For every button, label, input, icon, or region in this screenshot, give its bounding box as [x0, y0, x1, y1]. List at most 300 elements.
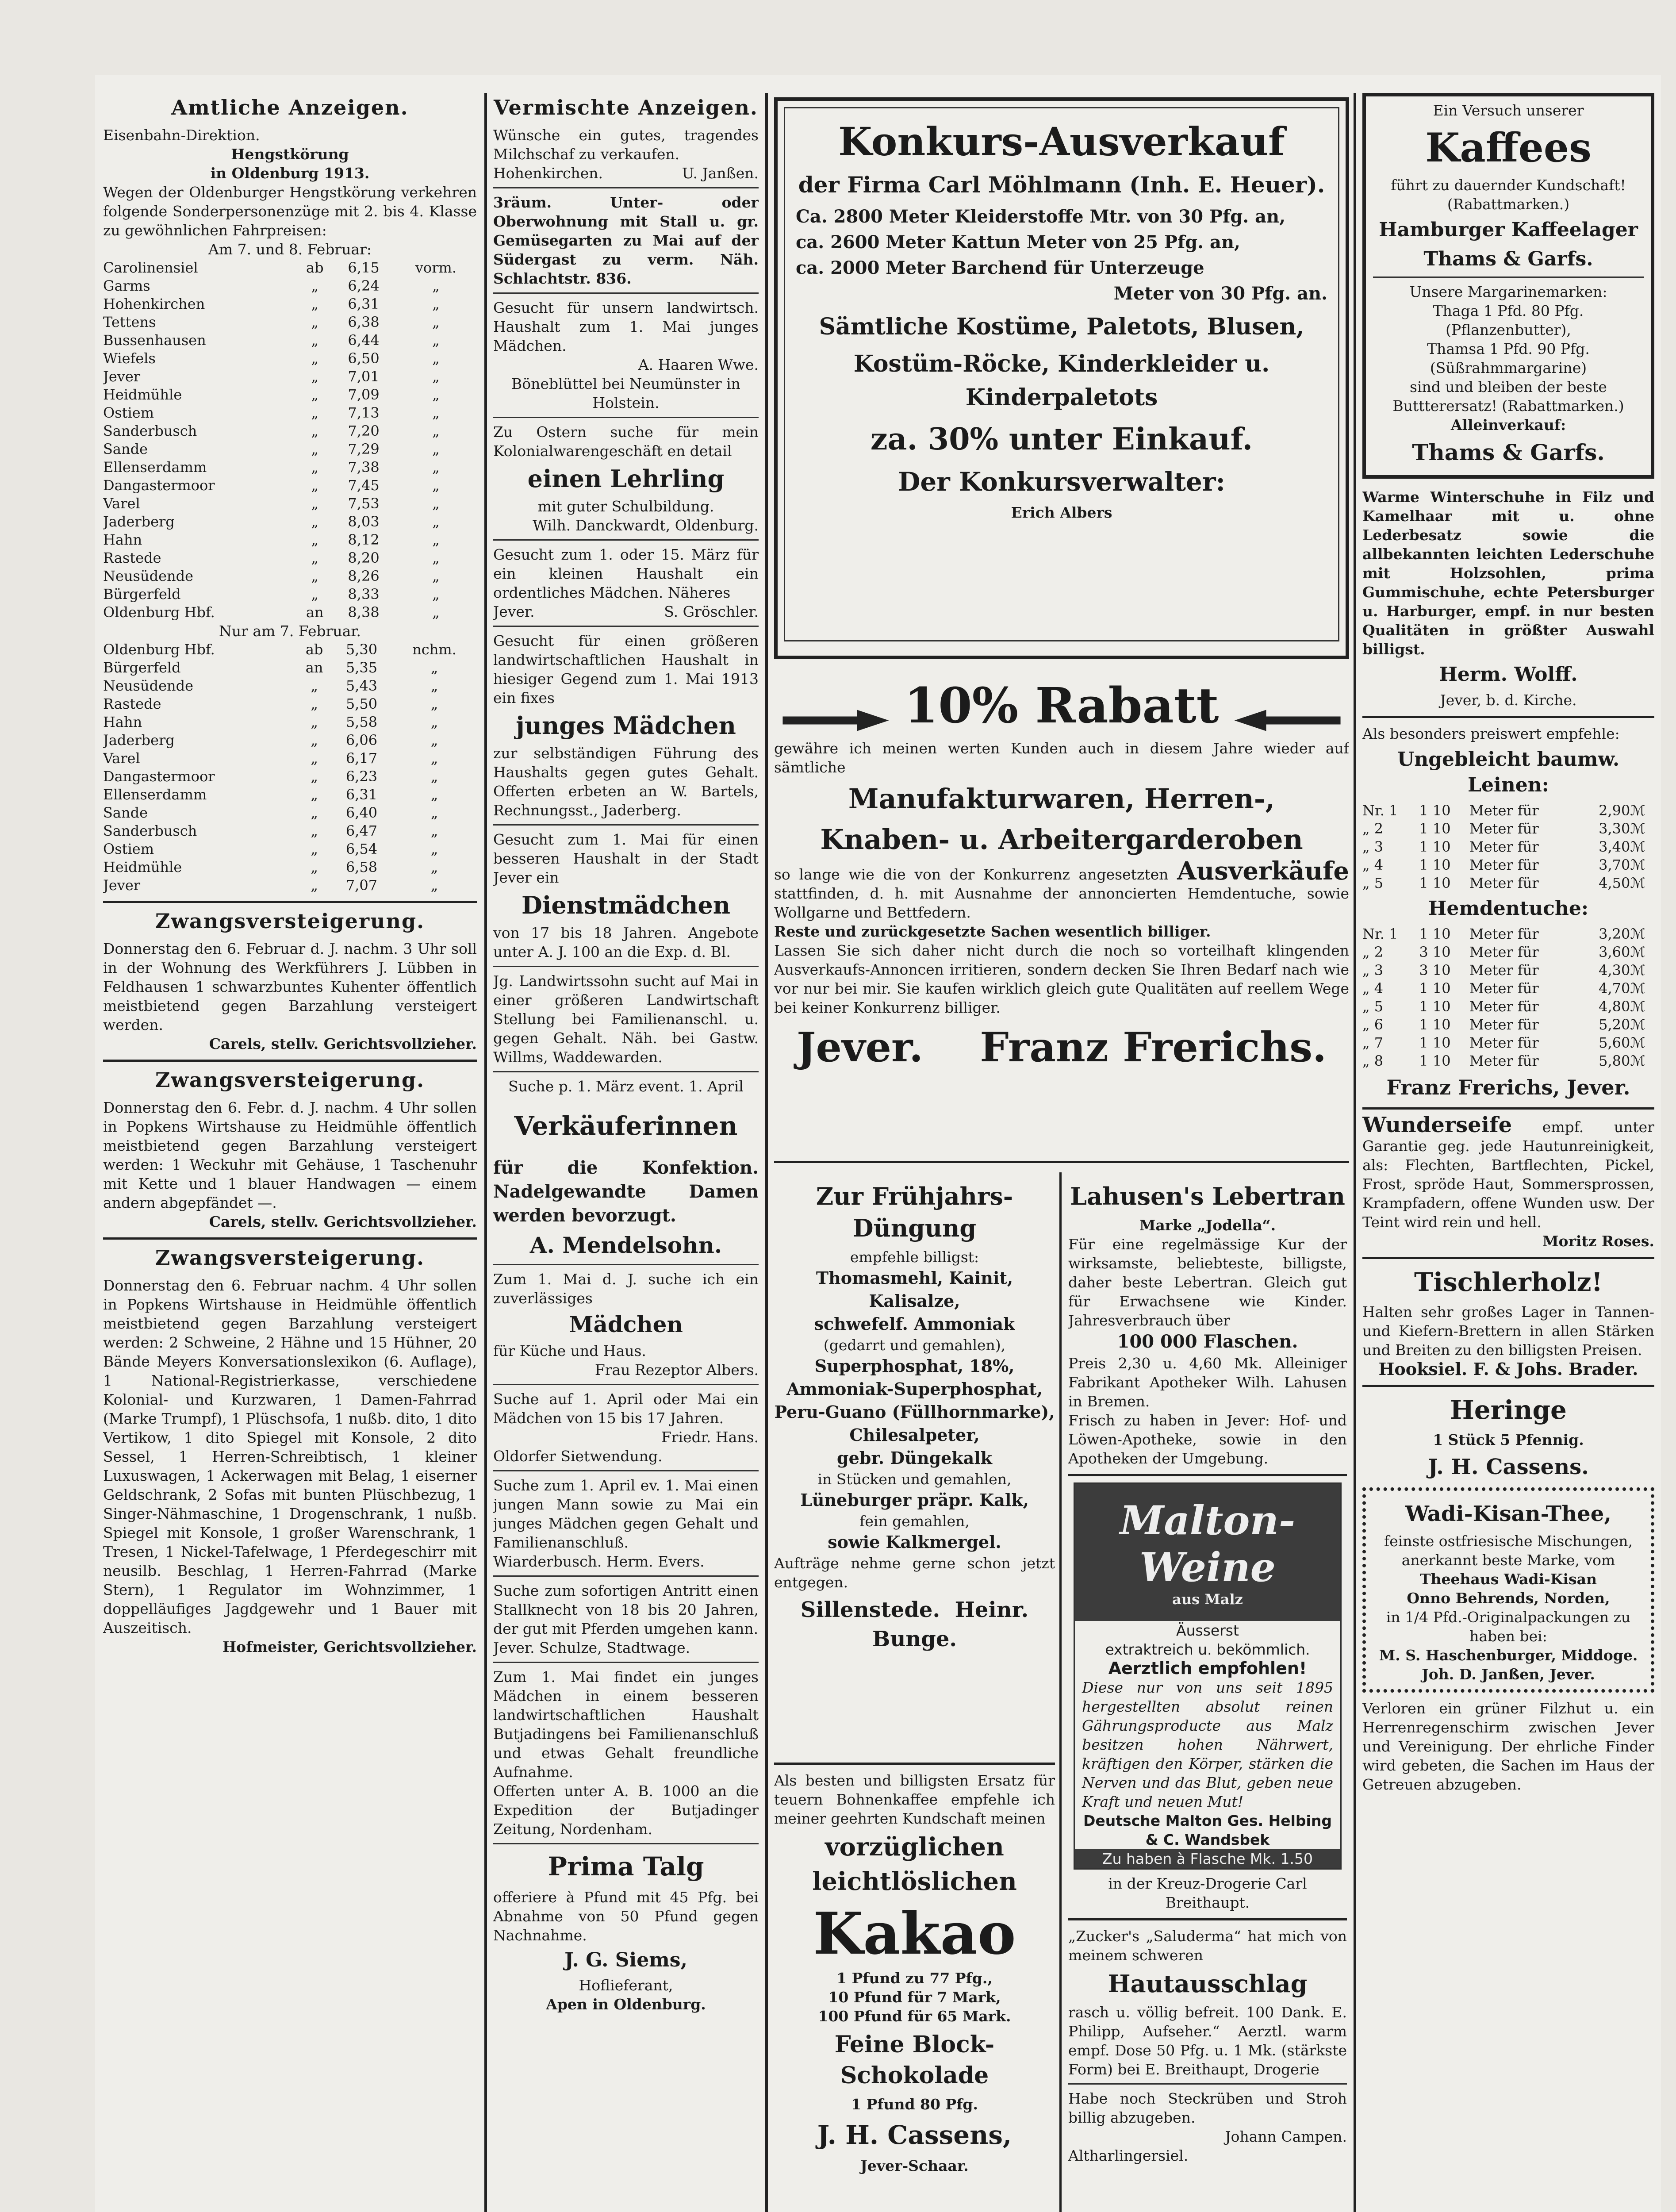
station-name: Varel [103, 750, 140, 767]
currency: ℳ [1630, 820, 1645, 837]
arrival-departure: „ [311, 332, 319, 349]
notice-signature: Hofmeister, Gerichtsvollzieher. [222, 1638, 477, 1655]
ad-text: Aerztlich empfohlen! [1108, 1659, 1307, 1678]
station-name: Sande [103, 441, 148, 457]
ad-text: Joh. D. Janßen, Jever. [1422, 1666, 1595, 1683]
price: 5,60 [1599, 1034, 1630, 1051]
time: 7,29 [348, 441, 380, 457]
time: 8,12 [348, 531, 380, 548]
arrival-departure: „ [311, 314, 319, 330]
ad-signature: J. H. Cassens. [1428, 1455, 1589, 1479]
arrival-departure: „ [311, 786, 318, 803]
ad-text: Lassen Sie sich daher nicht durch die noch so vorteilhaft klingenden Ausverkaufs-Annoncen irritieren, sondern decken Sie Ihren Bedarf nach wie vor nur bei mir. Sie kaufen wirklich gleich gute Qualitäten auf reellem Wege bei keiner Konkurrenz billiger. [774, 942, 1349, 1016]
ad-headline: Lahusen's Lebertran [1070, 1182, 1345, 1210]
currency: ℳ [1630, 838, 1645, 855]
arrival-departure: an [305, 659, 323, 676]
time-unit: „ [432, 495, 440, 512]
unit-label: Meter für [1469, 926, 1539, 942]
timetable [103, 641, 477, 895]
ad-text: fein gemahlen, [859, 1513, 970, 1530]
time: 5,58 [345, 714, 378, 730]
price-row [1362, 925, 1654, 943]
malton-logo: Malton-Weine aus Malz [1075, 1484, 1340, 1621]
unit-label: Meter für [1469, 875, 1539, 891]
time-unit: „ [430, 768, 438, 785]
time-unit: „ [430, 877, 438, 894]
ad-text: Habe noch Steckrüben und Stroh billig abzugeben. [1068, 2090, 1347, 2126]
divider [1362, 1385, 1654, 1387]
ad-text: Superphosphat, 18%, [814, 1356, 1015, 1376]
time: 7,45 [348, 477, 380, 494]
ad-text: Warme Winterschuhe in Filz und Kamelhaar mit u. ohne Lederbesatz sowie die allbekannten leichten Lederschuhe mit Holzsohlen, prima Gummischuhe, echte Petersburger u. Harburger, empf. in nur besten Qualitäten in größter Auswahl billigst. [1362, 488, 1654, 658]
ad-signature: Erich Albers [1011, 504, 1112, 521]
quantity: 1 10 [1419, 998, 1451, 1015]
time: 6,47 [345, 822, 378, 839]
time-unit: „ [432, 386, 440, 403]
price-row [1362, 961, 1654, 979]
ad-signature: J. H. Cassens, [817, 2120, 1012, 2150]
rabatt-ad [774, 672, 1349, 1168]
time-unit: „ [430, 750, 438, 767]
ad-headline: 10% Rabatt [904, 677, 1219, 734]
time-unit: „ [430, 659, 438, 676]
time-unit: „ [432, 604, 440, 621]
station-name: Jaderberg [103, 732, 175, 749]
station-name: Bürgerfeld [103, 586, 181, 603]
time: 7,13 [348, 404, 380, 421]
ad-headline: Konkurs-Ausverkauf [838, 119, 1285, 165]
station-name: Hohenkirchen [103, 296, 205, 312]
ad-text: gebr. Düngekalk [837, 1448, 992, 1468]
ad-text: ca. 2600 Meter Kattun Meter von 25 Pfg. an, [796, 232, 1240, 253]
arrival-departure: „ [311, 513, 319, 530]
ad-text: 100 000 Flaschen. [1117, 1331, 1298, 1352]
ad-signature: Hoflieferant, [579, 1977, 673, 1994]
quantity: 3 10 [1419, 962, 1451, 979]
ad-text: Suche p. 1. März event. 1. April [508, 1078, 744, 1095]
price: 3,30 [1599, 820, 1630, 837]
time: 8,38 [348, 604, 380, 621]
ad-text: Wunderseife empf. unter Garantie geg. jede Hautunreinigkeit, als: Flechten, Bartflechten, Pickel, Frost, spröde Haut, Sommersprossen, Krampfadern, offene Wunden usw. Der Teint wird rein und hell. [1362, 1113, 1654, 1231]
fertilizer-ad [774, 1177, 1055, 1752]
timetable-row [103, 549, 477, 567]
time-unit: „ [430, 695, 438, 712]
station-name: Ostiem [103, 841, 154, 857]
price-row [1362, 943, 1654, 961]
station-name: Jaderberg [103, 513, 175, 530]
timetable-row [103, 677, 477, 695]
ad-text: Zum 1. Mai d. J. suche ich ein zuverlässiges [493, 1271, 759, 1307]
notice-title: Zwangsversteigerung. [155, 909, 425, 933]
time-unit: „ [432, 549, 440, 566]
ad-text: Suche zum sofortigen Antritt einen Stallknecht von 18 bis 20 Jahren, der gut mit Pferden umgehen kann. [493, 1582, 759, 1637]
price-row [1362, 998, 1654, 1016]
timetable [103, 259, 477, 622]
ad-text: Zu Ostern suche für mein Kolonialwarengeschäft en detail [493, 423, 759, 460]
time-unit: „ [430, 732, 438, 749]
time: 8,33 [348, 586, 380, 603]
timetable-row [103, 567, 477, 585]
column-rule [765, 93, 768, 2212]
timetable-row [103, 458, 477, 476]
time: 5,35 [345, 659, 378, 676]
ad-headline: Kostüm-Röcke, Kinderkleider u. Kinderpaletots [853, 350, 1270, 411]
divider [103, 901, 477, 903]
currency: ℳ [1630, 856, 1645, 873]
divider [493, 539, 759, 541]
currency: ℳ [1630, 1052, 1645, 1069]
station-name: Sanderbusch [103, 422, 197, 439]
time-unit: nchm. [412, 641, 456, 658]
ad-headline: Verkäuferinnen [514, 1111, 738, 1141]
timetable-row [103, 349, 477, 368]
ad-signature: Hooksiel. F. & Johs. Brader. [1378, 1359, 1638, 1379]
timetable-row [103, 531, 477, 549]
ad-place: Jever-Schaar. [860, 2157, 969, 2174]
currency: ℳ [1630, 944, 1645, 960]
price-row [1362, 1034, 1654, 1052]
item-number: Nr. 1 [1362, 926, 1398, 942]
arrival-departure: ab [306, 259, 324, 276]
time-unit: „ [430, 841, 438, 857]
timetable-row [103, 259, 477, 277]
timetable-row [103, 695, 477, 713]
divider [1362, 716, 1654, 718]
station-name: Neusüdende [103, 568, 194, 584]
timetable-row [103, 786, 477, 804]
ad-place: Jever, b. d. Kirche. [1440, 691, 1577, 709]
divider [103, 1237, 477, 1240]
timetable-row [103, 822, 477, 840]
currency: ℳ [1630, 998, 1645, 1015]
ad-place: Altharlingersiel. [1068, 2147, 1189, 2164]
currency: ℳ [1630, 875, 1645, 891]
timetable-row [103, 840, 477, 858]
unit-label: Meter für [1469, 1034, 1539, 1051]
arrival-departure: „ [311, 568, 319, 584]
price: 4,80 [1599, 998, 1630, 1015]
time-unit: „ [430, 822, 438, 839]
unit-label: Meter für [1469, 962, 1539, 979]
item-number: „ 3 [1362, 962, 1384, 979]
divider [493, 626, 759, 627]
divider [493, 1071, 759, 1072]
ad-headline: vorzüglichen [825, 1832, 1004, 1862]
arrival-departure: „ [311, 877, 318, 894]
arrival-departure: „ [311, 459, 319, 476]
time: 7,09 [348, 386, 380, 403]
ad-signature: J. G. Siems, [564, 1949, 687, 1971]
column-rule [484, 93, 487, 2212]
ad-headline: Prima Talg [548, 1851, 704, 1882]
arrival-departure: „ [311, 549, 319, 566]
ad-text: Gesucht für unsern landwirtsch. Haushalt zum 1. Mai junges Mädchen. [493, 299, 759, 354]
time: 5,43 [345, 677, 378, 694]
pointing-hand-icon [1235, 707, 1341, 734]
divider [493, 1470, 759, 1471]
time: 7,01 [348, 368, 380, 385]
timetable-row [103, 749, 477, 768]
time: 6,40 [345, 804, 378, 821]
divider [493, 966, 759, 967]
column-rule [1059, 1172, 1062, 2212]
ad-headline: Manufakturwaren, Herren-, [848, 783, 1275, 815]
price-row [1362, 1016, 1654, 1034]
ad-headline: Dienstmädchen [522, 891, 730, 919]
timetable-row [103, 731, 477, 749]
station-name: Bürgerfeld [103, 659, 181, 676]
ad-signature: Wilh. Danckwardt, Oldenburg. [533, 517, 759, 534]
divider [493, 1384, 759, 1385]
notice-text: Donnerstag den 6. Februar d. J. nachm. 3 Uhr soll in der Wohnung des Werkführers J. Lübben in Feldhausen 1 schwarzbuntes Kuhenter öffentlich meistbietend gegen Barzahlung versteigert werden. [103, 940, 477, 1033]
arrival-departure: „ [311, 750, 318, 767]
station-name: Sanderbusch [103, 822, 197, 839]
column-official-notices [103, 93, 477, 2212]
price-table [1362, 802, 1654, 892]
station-name: Dangastermoor [103, 477, 215, 494]
time-unit: „ [432, 513, 440, 530]
item-number: „ 4 [1362, 980, 1384, 997]
ad-text: in Stücken und gemahlen, [817, 1471, 1012, 1488]
notice-title: in Oldenburg 1913. [210, 165, 370, 182]
timetable-row [103, 295, 477, 313]
time: 7,20 [348, 422, 380, 439]
notice-signature: Carels, stellv. Gerichtsvollzieher. [209, 1035, 477, 1052]
ad-text: Gesucht für einen größeren landwirtschaftlichen Haushalt in hiesiger Gegend zum 1. Mai 1913 ein fixes [493, 632, 759, 707]
timetable-row [103, 804, 477, 822]
station-name: Sande [103, 804, 148, 821]
ad-text: Ca. 2800 Meter Kleiderstoffe Mtr. von 30 Pfg. an, [796, 206, 1286, 227]
ad-text: 1 Stück 5 Pfennig. [1433, 1431, 1584, 1448]
price: 4,70 [1599, 980, 1630, 997]
price: 5,20 [1599, 1016, 1630, 1033]
divider [1068, 1474, 1347, 1476]
price: 3,60 [1599, 944, 1630, 960]
ad-text: Wünsche ein gutes, tragendes Milchschaf zu verkaufen. [493, 127, 759, 163]
divider [493, 824, 759, 826]
arrival-departure: „ [311, 714, 318, 730]
divider [493, 187, 759, 188]
divider [103, 1060, 477, 1062]
quantity: 1 10 [1419, 820, 1451, 837]
ad-price: 1 Pfund 80 Pfg. [851, 2096, 978, 2113]
price: 5,80 [1599, 1052, 1630, 1069]
ad-text: „Zucker's „Saluderma“ hat mich von meinem schweren [1068, 1928, 1347, 1964]
timetable-row [103, 513, 477, 531]
currency: ℳ [1630, 980, 1645, 997]
time: 7,38 [348, 459, 380, 476]
time-unit: „ [432, 441, 440, 457]
price-row [1362, 820, 1654, 838]
time-unit: „ [432, 568, 440, 584]
item-number: „ 5 [1362, 998, 1384, 1015]
ad-headline: Ungebleicht baumw. Leinen: [1397, 748, 1620, 796]
currency: ℳ [1630, 1016, 1645, 1033]
station-name: Jever [103, 368, 141, 385]
time-unit: „ [432, 404, 440, 421]
ad-signature: Thams & Garfs. [1412, 439, 1605, 465]
ad-headline: Hautausschlag [1108, 1970, 1308, 1998]
ad-text: (gedarrt und gemahlen), [823, 1336, 1006, 1354]
ad-headline: Hamburger Kaffeelager [1379, 219, 1638, 241]
divider [1068, 1918, 1347, 1920]
station-name: Oldenburg Hbf. [103, 641, 215, 658]
ad-text: Meter von 30 Pfg. an. [1113, 283, 1327, 304]
arrival-departure: „ [311, 531, 319, 548]
divider [493, 1843, 759, 1844]
ad-text: Lüneburger präpr. Kalk, [800, 1490, 1029, 1510]
time: 6,24 [348, 277, 380, 294]
time-unit: „ [432, 296, 440, 312]
time: 6,15 [348, 259, 380, 276]
station-name: Bussenhausen [103, 332, 206, 349]
notice-days: Am 7. und 8. Februar: [208, 241, 372, 258]
ad-text: Diese nur von uns seit 1895 hergestellten absolut reinen Gährungsproducte aus Malz besitzen hohen Nährwert, kräftigen den Körper, stärken die Nerven und das Blut, geben neue Kraft und neuen Mut! [1082, 1679, 1333, 1810]
timetable-row [103, 876, 477, 895]
ad-signature: Jever. Schulze, Stadtwage. [493, 1639, 690, 1656]
time: 6,50 [348, 350, 380, 367]
quantity: 1 10 [1419, 856, 1451, 873]
time: 8,20 [348, 549, 380, 566]
station-name: Rastede [103, 695, 161, 712]
ad-signature: Frau Rezeptor Albers. [594, 1361, 759, 1379]
timetable-row [103, 422, 477, 440]
ad-text: für Küche und Haus. [493, 1342, 646, 1359]
ad-headline: Wadi-Kisan-Thee, [1405, 1502, 1611, 1526]
arrival-departure: „ [311, 386, 319, 403]
ad-price: 100 Pfund für 65 Mark. [818, 2008, 1011, 2025]
notice-days: Nur am 7. Februar. [219, 622, 361, 640]
quantity: 1 10 [1419, 802, 1451, 819]
ad-text: Für eine regelmässige Kur der wirksamste, beliebteste, billigste, daher beste Lebertran. Gleich gut für Erwachsene wie Kinder. Jahresverbrauch über [1068, 1236, 1347, 1329]
cocoa-ad [774, 1756, 1055, 2212]
unit-label: Meter für [1469, 802, 1539, 819]
ad-text: Reste und zurückgesetzte Sachen wesentlich billiger. [774, 923, 1211, 940]
ad-text: Ammoniak-Superphosphat, [786, 1379, 1043, 1399]
item-number: Nr. 1 [1362, 802, 1398, 819]
time-unit: „ [432, 350, 440, 367]
ad-signature: Sillenstede. Heinr. Bunge. [800, 1598, 1029, 1651]
arrival-departure: „ [311, 441, 319, 457]
arrival-departure: „ [311, 822, 318, 839]
time: 8,26 [348, 568, 380, 584]
ad-signature: Franz Frerichs, Jever. [1386, 1075, 1630, 1099]
ad-text: schwefelf. Ammoniak [814, 1314, 1015, 1334]
station-name: Hahn [103, 531, 142, 548]
time-unit: „ [432, 314, 440, 330]
timetable-row [103, 858, 477, 876]
ad-signature: A. Mendelsohn. [529, 1232, 722, 1258]
timetable-row [103, 277, 477, 295]
ad-headline: za. 30% unter Einkauf. [870, 422, 1253, 457]
ad-text: rasch u. völlig befreit. 100 Dank. E. Philipp, Aufseher.“ Aerztl. warm empf. Dose 50 Pfg. u. 1 Mk. (stärkste Form) bei E. Breithaupt, Drogerie [1068, 2004, 1347, 2078]
arrival-departure: „ [311, 586, 319, 603]
timetable-row [103, 641, 477, 659]
ad-text: Alleinverkauf: [1450, 416, 1566, 434]
unit-label: Meter für [1469, 856, 1539, 873]
ad-text: Preis 2,30 u. 4,60 Mk. Alleiniger Fabrikant Apotheker Wilh. Lahusen in Bremen. [1068, 1355, 1347, 1410]
arrival-departure: an [306, 604, 324, 621]
price: 2,90 [1599, 802, 1630, 819]
unit-label: Meter für [1469, 1052, 1539, 1069]
price-row [1362, 838, 1654, 856]
quantity: 1 10 [1419, 875, 1451, 891]
ad-text: Frisch zu haben in Jever: Hof- und Löwen-Apotheke, sowie in den Apotheken der Umgebung. [1068, 1412, 1347, 1467]
ad-text: empfehle billigst: [850, 1248, 979, 1266]
divider [1068, 2083, 1347, 2085]
ad-subtitle: der Firma Carl Möhlmann (Inh. E. Heuer). [798, 172, 1325, 198]
time-unit: „ [432, 422, 440, 439]
ad-headline: Thams & Garfs. [1423, 248, 1593, 270]
ad-signature: Jever. S. Gröschler. [493, 603, 759, 620]
time: 6,17 [345, 750, 378, 767]
time-unit: „ [430, 859, 438, 876]
currency: ℳ [1630, 962, 1645, 979]
quantity: 1 10 [1419, 1034, 1451, 1051]
column-right-ads [1362, 93, 1654, 2212]
section-title: Vermischte Anzeigen. [494, 96, 758, 119]
tea-ad [1362, 1487, 1654, 1693]
unit-label: Meter für [1469, 998, 1539, 1015]
station-name: Dangastermoor [103, 768, 215, 785]
quantity: 1 10 [1419, 1016, 1451, 1033]
ad-text: sowie Kalkmergel. [828, 1532, 1001, 1552]
ad-text: extraktreich u. bekömmlich. [1105, 1641, 1310, 1658]
quantity: 3 10 [1419, 944, 1451, 960]
ad-text: Suche zum 1. April ev. 1. Mai einen jungen Mann sowie zu Mai ein junges Mädchen gegen Gehalt und Familienanschluß. [493, 1477, 759, 1551]
unit-label: Meter für [1469, 944, 1539, 960]
quantity: 1 10 [1419, 838, 1451, 855]
price: 3,20 [1599, 926, 1630, 942]
arrival-departure: „ [311, 804, 318, 821]
malton-ad [1074, 1482, 1342, 1870]
divider [493, 1264, 759, 1265]
ad-place: Oldorfer Sietwendung. [493, 1448, 663, 1465]
ad-text: Deutsche Malton Ges. Helbing & C. Wandsbek [1083, 1812, 1332, 1848]
time-unit: „ [432, 277, 440, 294]
time: 6,38 [348, 314, 380, 330]
column-misc-ads [493, 93, 759, 2212]
notice-text: Donnerstag den 6. Febr. d. J. nachm. 4 Uhr sollen in Popkens Wirtshause zu Heidmühle öffentlich meistbietend gegen Barzahlung versteigert werden: 1 Weckuhr mit Gehäuse, 1 Taschenuhr mit Kette und 1 blauer Handwagen — einem andern abgepfändet —. [103, 1099, 477, 1211]
ad-text: Zum 1. Mai findet ein junges Mädchen in einem besseren landwirtschaftlichen Haushalt Butjadingens bei Familienanschluß und etwas Gehalt freundliche Aufnahme. [493, 1668, 759, 1781]
ad-text: offeriere à Pfund mit 45 Pfg. bei Abnahme von 50 Pfund gegen Nachnahme. [493, 1889, 759, 1944]
station-name: Carolinensiel [103, 259, 198, 276]
ad-headline: Sämtliche Kostüme, Paletots, Blusen, [819, 313, 1304, 340]
time-unit: „ [430, 804, 438, 821]
time: 6,58 [345, 859, 378, 876]
ad-place: Apen in Oldenburg. [546, 1996, 706, 2013]
station-name: Wiefels [103, 350, 156, 367]
org-name: Eisenbahn-Direktion. [103, 127, 260, 144]
timetable-row [103, 768, 477, 786]
timetable-row [103, 331, 477, 349]
item-number: „ 8 [1362, 1052, 1384, 1069]
ad-text: Thomasmehl, Kainit, Kalisalze, [816, 1268, 1013, 1311]
notice-text: Donnerstag den 6. Februar nachm. 4 Uhr sollen in Popkens Wirtshause in Heidmühle öffentlich meistbietend gegen Barzahlung versteigert werden: 2 Schweine, 2 Hähne und 15 Hühner, 20 Bände Meyers Konversationslexikon (6. Auflage), 1 National-Registrierkasse, verschiedene Kolonial- und Kurzwaren, 1 Damen-Fahrrad (Marke Trumpf), 1 Plüschsofa, 1 nußb. dito, 1 dito Vertikow, 1 dito Spiegel mit Konsole, 2 dito Sessel, 1 Herren-Schreibtisch, 1 kleiner Luxuswagen, 1 Ackerwagen mit Belag, 1 eiserner Geldschrank, 2 Sofas mit bunten Plüschbezug, 1 Singer-Nähmaschine, 1 Drogenschrank, 1 nußb. Spiegel mit Konsole, 1 großer Warenschrank, 1 Tresen, 1 Nickel-Tafelwage, 1 Pferdegeschirr mit neusilb. Beschlag, 1 Herren-Fahrrad (Marke Stern), 1 Regulator im Wohnzimmer, 1 doppelläufiges Jagdgewehr und 1 Bauer mit Auszeitisch. [103, 1277, 477, 1636]
ad-price: 10 Pfund für 7 Mark, [828, 1989, 1001, 2006]
time: 6,44 [348, 332, 380, 349]
divider [493, 292, 759, 294]
arrival-departure: „ [311, 859, 318, 876]
divider [1373, 276, 1644, 278]
currency: ℳ [1630, 1034, 1645, 1051]
ad-subtitle: Marke „Jodella“. [1139, 1217, 1276, 1234]
time-unit: „ [430, 677, 438, 694]
coffee-ad [1362, 93, 1654, 479]
time: 5,30 [345, 641, 378, 658]
divider [1362, 1107, 1654, 1110]
ad-text: Verloren ein grüner Filzhut u. ein Herrenregenschirm zwischen Jever und Vereinigung. Der ehrliche Finder wird gebeten, die Sachen im Haus der Getreuen abzugeben. [1362, 1700, 1654, 1793]
